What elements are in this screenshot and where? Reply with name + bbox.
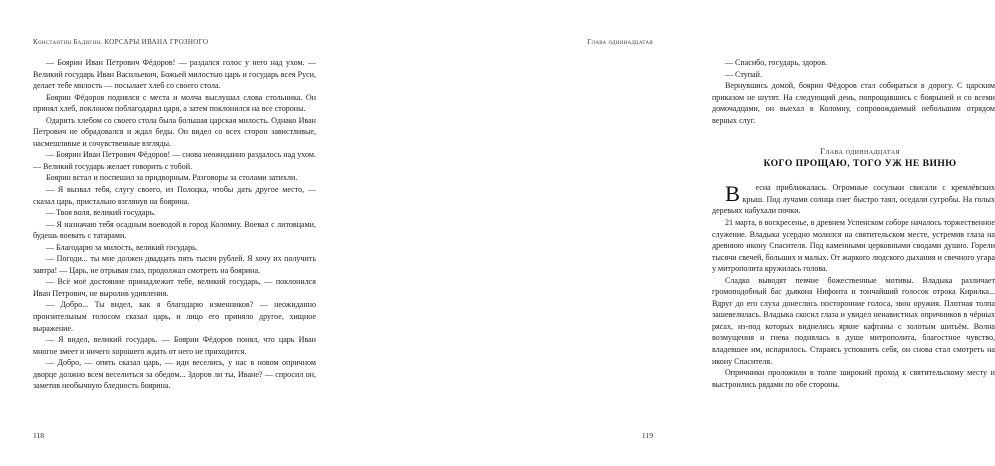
page-number-right: 119 [641, 431, 653, 440]
paragraph: — Добро, — опять сказал царь, — иди веселись, у нас в новом опричном дворце должно всем веселиться за обедом... Здоров ли ты, Иване? — спросил он, заметив необычную бледность боярина. [33, 358, 316, 391]
left-page [0, 0, 340, 466]
paragraph: — Боярин Иван Петрович Фёдоров! — раздался голос у него над ухом. — Великий государь Иван Васильевич, Божьей милостью царь и государь всея Руси, делает тебе милость — посылает хлеб со своего стола. [33, 58, 316, 91]
drop-cap-letter: В [725, 181, 741, 207]
chapter-heading-block [712, 146, 995, 169]
paragraph: Боярин Фёдоров поднялся с места и молча выслушал слова стольника. Он принял хлеб, поклоном поблагодарил царя, а затем поклонился на все стороны. [33, 92, 316, 114]
page-number-left: 118 [33, 431, 45, 440]
running-head-right: Глава одиннадцатая [587, 38, 653, 46]
paragraph: — Всё моё достояние принадлежит тебе, великий государь, — поклонился Иван Петрович, не выролив удивления. [33, 277, 316, 298]
paragraph: Вернувшись домой, боярин Фёдоров стал собираться в дорогу. С царским приказом не шутят. На следующий день, попрощавшись с боярыней и со всеми домочадцами, он выехал в Коломну, сопровождаемый небольшим отрядом верных слуг. [712, 81, 995, 125]
paragraph: — Боярин Иван Петрович Фёдоров! — снова неожиданно раздалось над ухом. — Великий государь желает говорить с тобой. [33, 150, 316, 171]
paragraph: — Я вызвал тебя, слугу своего, из Полоцка, чтобы дать другое место, — сказал царь, пристально взглянув на боярина. [33, 185, 316, 206]
paragraph: — Добро... Ты видел, как я благодарю изменников? — неожиданно пронзительным голосом сказал царь, и лицо его приняло другое, хищное выражение. [33, 300, 316, 333]
paragraph: — Спасибо, государь, здоров. [725, 58, 828, 67]
running-head-left: Константин Бадигин. КОРСАРЫ ИВАНА ГРОЗНОГО [33, 38, 209, 46]
paragraph: — Погоди... ты мне должен двадцать пять тысяч рублей. Я хочу их получить завтра! — Царь, не отрывая глаз, продолжал смотреть на боярина. [33, 254, 316, 275]
chapter-opening-text: есна приближалась. Огромные сосульки свисали с кремлёвских крыш. Под лучами солнца снег быстро таял, оседали сугробы. На голых деревьях набухали почки. [712, 183, 995, 216]
paragraph: — Я назначаю тебя осадным воеводой в город Коломну. Воевал с литовцами, будешь воевать с татарами. [33, 219, 316, 241]
paragraph: 21 марта, в воскресенье, в древнем Успенском соборе началось торжественное служение. Владыка усердно молился на святительском месте, устремив глаза на древнюю икону Спасителя. Под каменными церковными сводами душно. Горели тысячи свечей, больших и малых. От жаркого людского дыхания и свечного угара у митрополита кружилась голова. [712, 218, 995, 274]
paragraph: Опричники проложили в толпе широкий проход к святительскому месту и выстроились рядами по обе стороны. [712, 368, 995, 389]
right-page [340, 0, 995, 466]
left-page-text-column [33, 57, 316, 392]
chapter-number: Глава одиннадцатая [820, 147, 900, 157]
paragraph: — Ступай. [725, 69, 762, 79]
paragraph: — Твоя воля, великий государь. [46, 208, 156, 218]
chapter-opening-paragraph [712, 182, 995, 217]
chapter-title: КОГО ПРОЩАЮ, ТОГО УЖ НЕ ВИНЮ [763, 157, 957, 169]
paragraph: — Я видел, великий государь. — Боярин Фёдоров понял, что царь Иван многое змеет и ничего хорошего ждать от него не приходится. [33, 335, 316, 356]
paragraph: Боярин встал и поспешил за придворным. Разговоры за столами затихли. [46, 173, 298, 183]
paragraph: Сладко выводят певчие божественные мотивы. Владыка различает громоподобный бас дьякона Нифонта и тончайший голосок отрока Кирилка... Вдруг до его слуха донеслись посторонние голоса, звон оружия. Плотная толпа зашевелилась. Владыка скосил глаза и увидел ненавистных опричников в чёрных рясах, из-под которых виднелись яркие кафтаны с золотым шитьём. Волна возмущения и гнева поднялась в душе митрополита, благостное чувство, владевшее им, испарилось. Стараясь успокоить себя, он снова стал смотреть на икону Спасителя. [712, 275, 995, 366]
right-page-text-column [712, 57, 995, 390]
paragraph: — Благодарю за милость, великий государь. [46, 242, 198, 252]
paragraph: Одарить хлебом со своего стола была большая царская милость. Однако Иван Петрович не обрадовался и ждал беды. Он видел со всех сторон завистливые, насмешливые и сочувственные взгляды. [33, 115, 316, 148]
